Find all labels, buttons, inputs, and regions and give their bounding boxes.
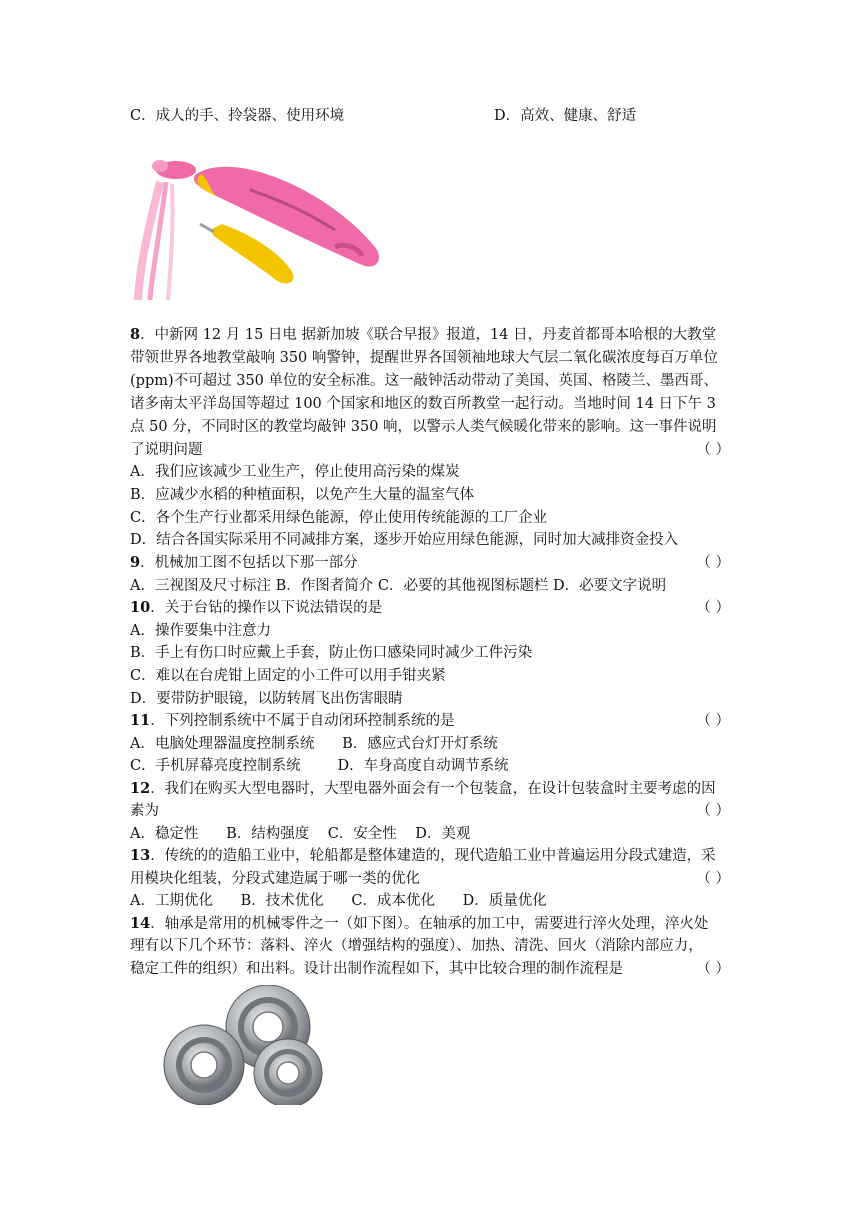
q10-option-a: A．操作要集中注意力 <box>130 623 271 639</box>
q8-line-2: 带领世界各地教堂敲响 350 响警钟，提醒世界各国领袖地球大气层二氧化碳浓度每百万单位 <box>130 350 718 366</box>
q14-number: 14 <box>130 915 151 932</box>
q10-option-b: B．手上有伤口时应戴上手套，防止伤口感染同时减少工件污染 <box>130 645 533 661</box>
q14-line-3: 稳定工件的组织）和出料。设计出制作流程如下，其中比较合理的制作流程是 （ ） <box>130 958 730 980</box>
q13-number: 13 <box>130 847 151 864</box>
option-d-top: D．高效、健康、舒适 <box>494 108 637 124</box>
q11-number: 11 <box>130 712 151 729</box>
q9-answer-blank: （ ） <box>696 555 730 571</box>
q8-line-3: (ppm)不可超过 350 单位的安全标准。这一敲钟活动带动了美国、英国、格陵兰、墨西哥、 <box>130 373 719 389</box>
q14-line-2: 理有以下几个环节：落料、淬火（增强结构的强度）、加热、清洗、回火（消除内部应力， <box>130 938 703 954</box>
q9-line: 9．机械加工图不包括以下那一部分 （ ） <box>130 552 730 574</box>
q8-answer-blank: （ ） <box>696 442 730 458</box>
option-c-top: C．成人的手、拎袋器、使用环境 <box>130 108 345 124</box>
q9-number: 9 <box>130 554 141 571</box>
q12-line-2: 素为 （ ） <box>130 800 730 822</box>
q14-line-1: 14．轴承是常用的机械零件之一（如下图）。在轴承的加工中，需要进行淬火处理，淬火处 <box>130 915 709 932</box>
q13-line-2: 用模块化组装，分段式建造属于哪一类的优化 （ ） <box>130 868 730 890</box>
q8-line-6: 了说明问题 （ ） <box>130 439 730 461</box>
bag-carrier-image <box>130 152 390 302</box>
q8-line-5: 点 50 分，不同时区的教堂均敲钟 350 响，以警示人类气候暖化带来的影响。这一事件说明 <box>130 419 717 435</box>
q12-options: A．稳定性 B．结构强度 C．安全性 D．美观 <box>130 826 471 842</box>
q8-number: 8 <box>130 326 141 343</box>
q8-option-d: D．结合各国实际采用不同减排方案，逐步开始应用绿色能源，同时加大减排资金投入 <box>130 532 679 548</box>
q10-line: 10．关于台钻的操作以下说法错误的是 （ ） <box>130 597 730 619</box>
q10-option-d: D．要带防护眼镜，以防转屑飞出伤害眼睛 <box>130 691 403 707</box>
q8-option-a: A．我们应该减少工业生产，停止使用高污染的煤炭 <box>130 464 460 480</box>
q13-answer-blank: （ ） <box>696 871 730 887</box>
q13-options: A．工期优化 B．技术优化 C．成本优化 D．质量优化 <box>130 893 547 909</box>
bearings-image <box>158 985 358 1105</box>
q11-line: 11．下列控制系统中不属于自动闭环控制系统的是 （ ） <box>130 710 730 732</box>
q12-answer-blank: （ ） <box>696 803 730 819</box>
q8-option-c: C．各个生产行业都采用绿色能源，停止使用传统能源的工厂企业 <box>130 510 548 526</box>
q12-line-1: 12．我们在购买大型电器时，大型电器外面会有一个包装盒，在设计包装盒时主要考虑的因 <box>130 780 716 797</box>
q11-answer-blank: （ ） <box>696 713 730 729</box>
q11-options-ab: A．电脑处理器温度控制系统 B．感应式台灯开灯系统 <box>130 736 498 752</box>
q14-answer-blank: （ ） <box>696 961 730 977</box>
q10-number: 10 <box>130 599 151 616</box>
q9-options: A．三视图及尺寸标注 B．作图者简介 C．必要的其他视图标题栏 D．必要文字说明 <box>130 578 667 594</box>
q10-option-c: C．难以在台虎钳上固定的小工件可以用手钳夹紧 <box>130 668 446 684</box>
q8-option-b: B．应减少水稻的种植面积，以免产生大量的温室气体 <box>130 487 475 503</box>
q13-line-1: 13．传统的的造船工业中，轮船都是整体建造的，现代造船工业中普遍运用分段式建造，采 <box>130 847 716 864</box>
q10-answer-blank: （ ） <box>696 600 730 616</box>
q8-line-1: 8．中新网 12 月 15 日电 据新加坡《联合早报》报道，14 日，丹麦首都哥本哈根的大教堂 <box>130 326 717 343</box>
q8-line-4: 诸多南太平洋岛国等超过 100 个国家和地区的数百所教堂一起行动。当地时间 14 日下午 3 <box>130 396 716 412</box>
q11-options-cd: C．手机屏幕亮度控制系统 D．车身高度自动调节系统 <box>130 758 509 774</box>
q12-number: 12 <box>130 780 151 797</box>
